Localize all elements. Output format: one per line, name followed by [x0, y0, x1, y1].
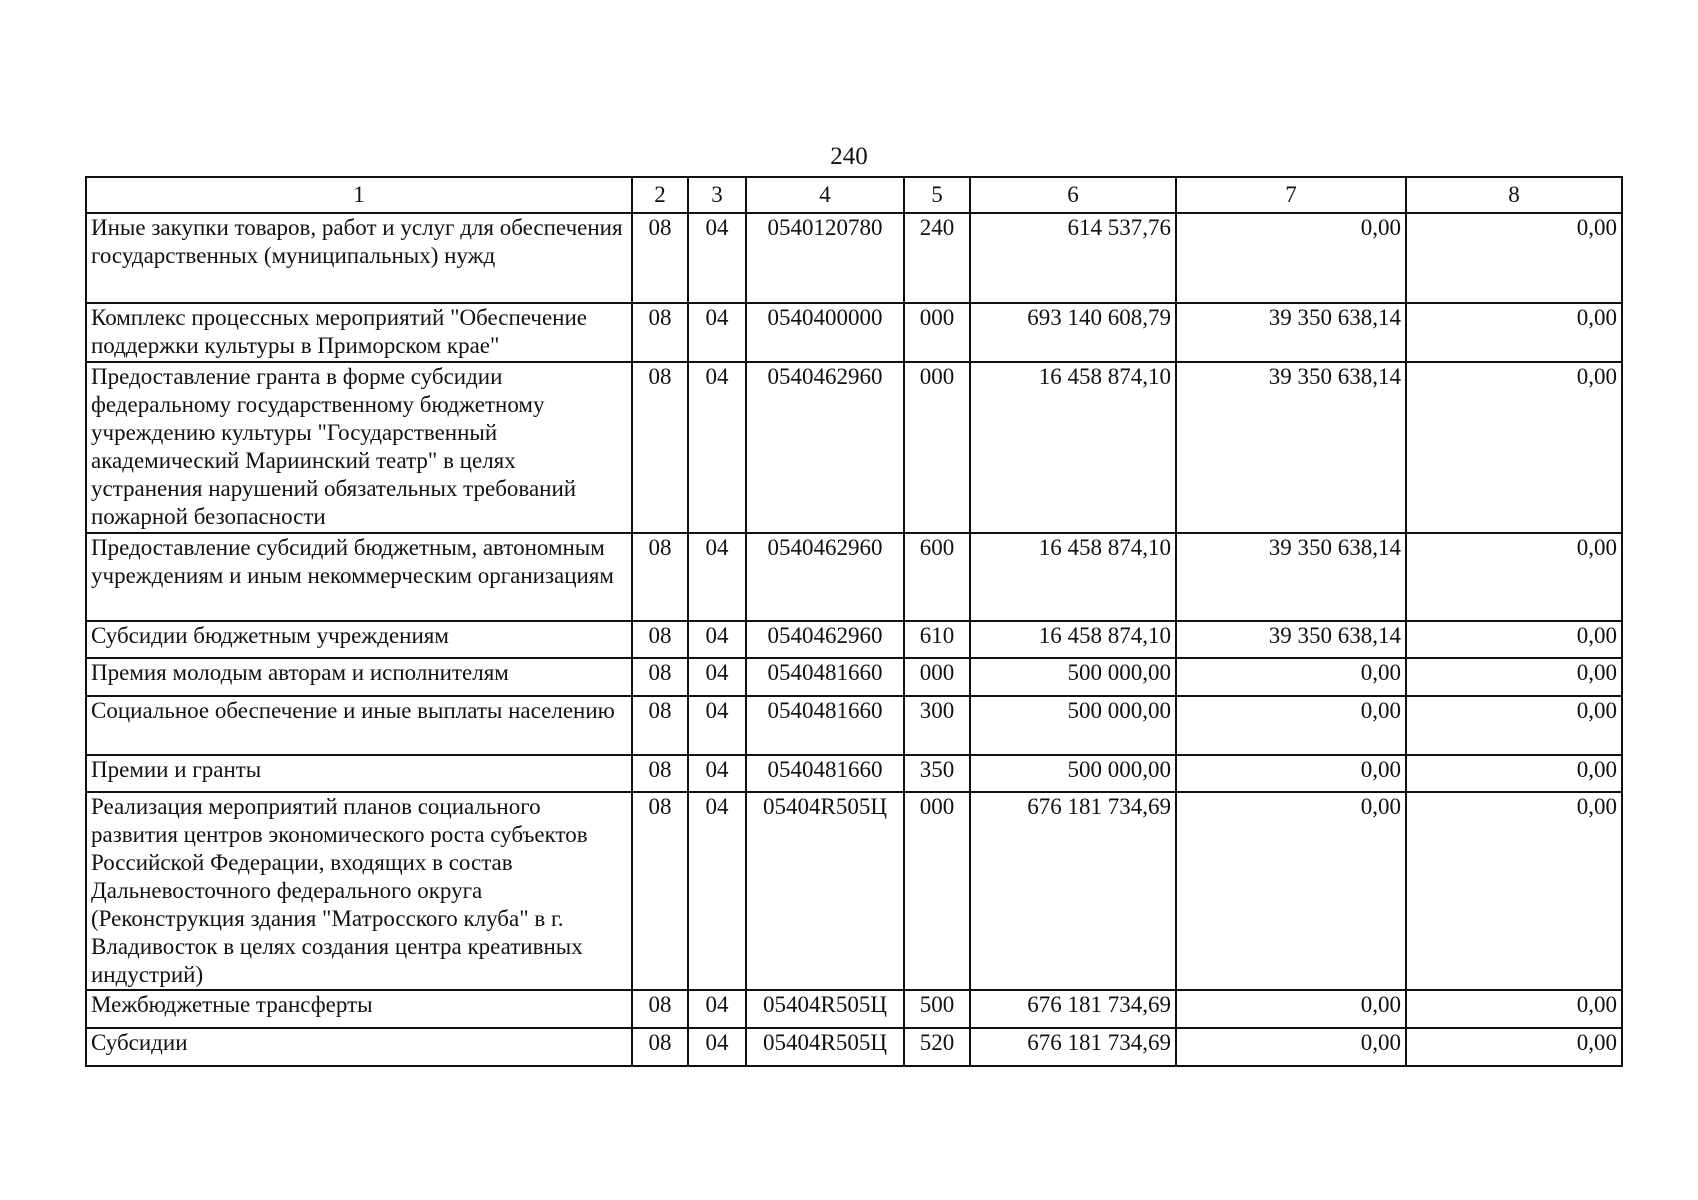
- column-header-8: 8: [1406, 177, 1622, 213]
- row-name: Предоставление субсидий бюджетным, автономным учреждениям и иным некоммерческим организациям: [86, 533, 632, 621]
- row-amount-col8: 0,00: [1406, 990, 1622, 1028]
- column-header-6: 6: [970, 177, 1176, 213]
- table-row: [86, 1028, 1622, 1066]
- row-name: Премия молодым авторам и исполнителям: [86, 658, 632, 696]
- row-target-article: 0540481660: [746, 755, 904, 792]
- row-amount-col7: 39 350 638,14: [1176, 362, 1406, 533]
- row-target-article: 0540481660: [746, 696, 904, 755]
- row-amount-col7: 0,00: [1176, 696, 1406, 755]
- row-amount-col6: 693 140 608,79: [970, 303, 1176, 362]
- row-name: Субсидии бюджетным учреждениям: [86, 621, 632, 658]
- row-subsection: 04: [688, 621, 746, 658]
- row-amount-col7: 0,00: [1176, 792, 1406, 990]
- row-section: 08: [632, 658, 688, 696]
- row-section: 08: [632, 755, 688, 792]
- row-amount-col7: 0,00: [1176, 1028, 1406, 1066]
- table-row: [86, 621, 1622, 658]
- row-target-article: 05404R505Ц: [746, 990, 904, 1028]
- row-section: 08: [632, 303, 688, 362]
- row-expense-type: 000: [904, 792, 970, 990]
- row-name: Предоставление гранта в форме субсидии федеральному государственному бюджетному учреждению культуры "Государственный академический Мариинский театр" в целях устранения нарушений обязательных требований пожарной безопасности: [86, 362, 632, 533]
- row-target-article: 0540462960: [746, 621, 904, 658]
- row-name: Иные закупки товаров, работ и услуг для обеспечения государственных (муниципальных) нужд: [86, 213, 632, 303]
- row-name: Межбюджетные трансферты: [86, 990, 632, 1028]
- row-amount-col8: 0,00: [1406, 533, 1622, 621]
- row-amount-col6: 500 000,00: [970, 696, 1176, 755]
- row-subsection: 04: [688, 303, 746, 362]
- row-amount-col8: 0,00: [1406, 755, 1622, 792]
- row-amount-col8: 0,00: [1406, 621, 1622, 658]
- row-target-article: 0540462960: [746, 533, 904, 621]
- table-row: [86, 213, 1622, 303]
- column-header-3: 3: [688, 177, 746, 213]
- row-section: 08: [632, 621, 688, 658]
- row-target-article: 05404R505Ц: [746, 792, 904, 990]
- row-subsection: 04: [688, 755, 746, 792]
- table-row: [86, 792, 1622, 990]
- row-expense-type: 610: [904, 621, 970, 658]
- row-amount-col7: 0,00: [1176, 658, 1406, 696]
- column-header-7: 7: [1176, 177, 1406, 213]
- row-section: 08: [632, 213, 688, 303]
- row-amount-col6: 676 181 734,69: [970, 990, 1176, 1028]
- row-amount-col8: 0,00: [1406, 1028, 1622, 1066]
- row-expense-type: 500: [904, 990, 970, 1028]
- row-subsection: 04: [688, 213, 746, 303]
- row-amount-col8: 0,00: [1406, 696, 1622, 755]
- row-amount-col8: 0,00: [1406, 658, 1622, 696]
- page-number: 240: [830, 143, 868, 170]
- row-expense-type: 000: [904, 303, 970, 362]
- row-section: 08: [632, 1028, 688, 1066]
- row-amount-col7: 39 350 638,14: [1176, 303, 1406, 362]
- row-target-article: 05404R505Ц: [746, 1028, 904, 1066]
- row-amount-col8: 0,00: [1406, 362, 1622, 533]
- row-target-article: 0540400000: [746, 303, 904, 362]
- row-amount-col6: 614 537,76: [970, 213, 1176, 303]
- row-amount-col6: 16 458 874,10: [970, 362, 1176, 533]
- row-amount-col7: 0,00: [1176, 213, 1406, 303]
- row-section: 08: [632, 533, 688, 621]
- table-row: [86, 696, 1622, 755]
- row-name: Субсидии: [86, 1028, 632, 1066]
- row-name: Реализация мероприятий планов социального развития центров экономического роста субъектов Российской Федерации, входящих в состав Дальневосточного федерального округа (Реконструкция здания "Матросского клуба" в г. Владивосток в целях создания центра креативных индустрий): [86, 792, 632, 990]
- row-amount-col8: 0,00: [1406, 303, 1622, 362]
- table-row: [86, 755, 1622, 792]
- row-expense-type: 000: [904, 658, 970, 696]
- table-row: [86, 362, 1622, 533]
- row-expense-type: 600: [904, 533, 970, 621]
- table-row: [86, 658, 1622, 696]
- row-amount-col7: 0,00: [1176, 755, 1406, 792]
- row-section: 08: [632, 990, 688, 1028]
- row-amount-col6: 676 181 734,69: [970, 1028, 1176, 1066]
- row-amount-col8: 0,00: [1406, 213, 1622, 303]
- row-subsection: 04: [688, 990, 746, 1028]
- row-amount-col7: 0,00: [1176, 990, 1406, 1028]
- row-amount-col6: 16 458 874,10: [970, 533, 1176, 621]
- table-row: [86, 533, 1622, 621]
- row-expense-type: 520: [904, 1028, 970, 1066]
- row-expense-type: 000: [904, 362, 970, 533]
- row-expense-type: 300: [904, 696, 970, 755]
- table-row: [86, 990, 1622, 1028]
- row-subsection: 04: [688, 792, 746, 990]
- row-target-article: 0540120780: [746, 213, 904, 303]
- column-header-1: 1: [86, 177, 632, 213]
- row-amount-col7: 39 350 638,14: [1176, 621, 1406, 658]
- row-amount-col6: 500 000,00: [970, 755, 1176, 792]
- table-row: [86, 303, 1622, 362]
- row-name: Комплекс процессных мероприятий "Обеспечение поддержки культуры в Приморском крае": [86, 303, 632, 362]
- row-name: Премии и гранты: [86, 755, 632, 792]
- column-header-4: 4: [746, 177, 904, 213]
- row-amount-col6: 676 181 734,69: [970, 792, 1176, 990]
- row-subsection: 04: [688, 658, 746, 696]
- budget-table: [85, 176, 1623, 1067]
- column-header-5: 5: [904, 177, 970, 213]
- row-target-article: 0540481660: [746, 658, 904, 696]
- row-subsection: 04: [688, 533, 746, 621]
- row-amount-col6: 16 458 874,10: [970, 621, 1176, 658]
- table-header-row: [86, 177, 1622, 213]
- row-section: 08: [632, 792, 688, 990]
- row-section: 08: [632, 696, 688, 755]
- row-subsection: 04: [688, 1028, 746, 1066]
- row-amount-col8: 0,00: [1406, 792, 1622, 990]
- row-amount-col7: 39 350 638,14: [1176, 533, 1406, 621]
- row-expense-type: 350: [904, 755, 970, 792]
- column-header-2: 2: [632, 177, 688, 213]
- row-section: 08: [632, 362, 688, 533]
- row-expense-type: 240: [904, 213, 970, 303]
- row-subsection: 04: [688, 696, 746, 755]
- row-subsection: 04: [688, 362, 746, 533]
- row-name: Социальное обеспечение и иные выплаты населению: [86, 696, 632, 755]
- row-target-article: 0540462960: [746, 362, 904, 533]
- row-amount-col6: 500 000,00: [970, 658, 1176, 696]
